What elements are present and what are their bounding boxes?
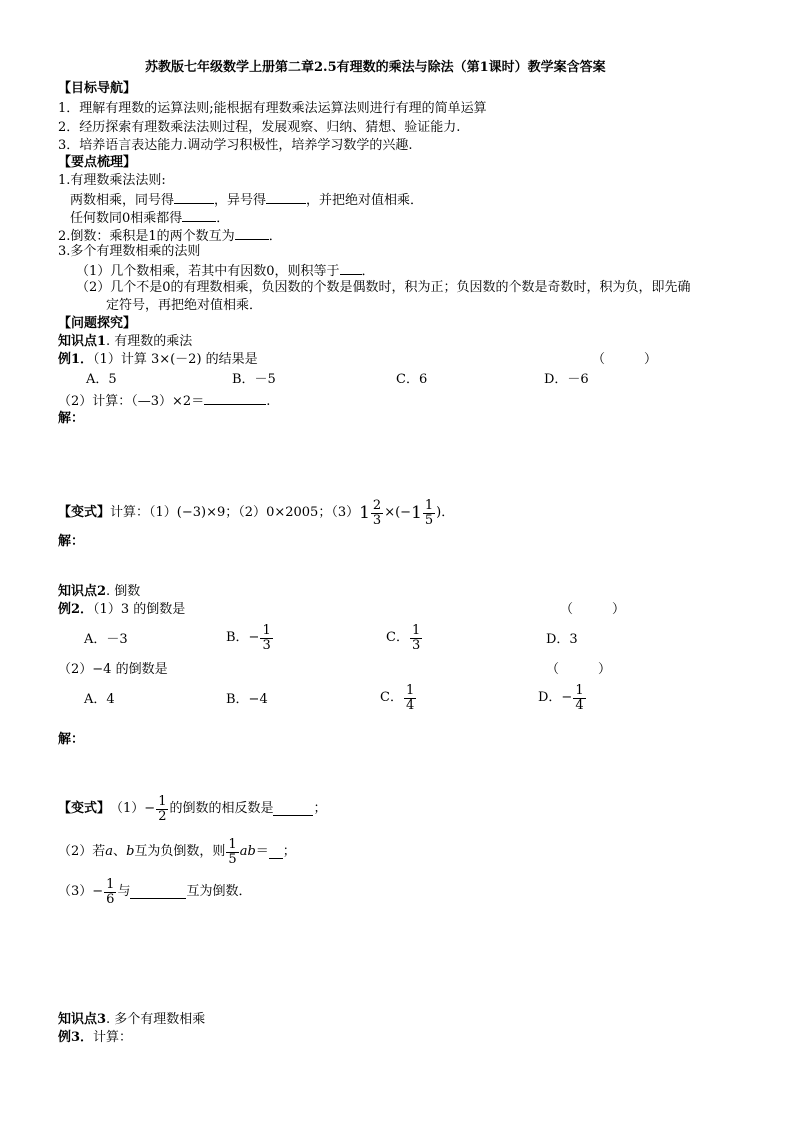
rule-text-zero: 任何数同0相乘都得 <box>70 211 183 226</box>
ex2-q1-text: （1）3 的倒数是 <box>93 602 186 617</box>
var1-mixed-2-whole: 1 <box>411 502 422 523</box>
blank-var2-2[interactable] <box>269 846 283 859</box>
multi-rule-1-text: （1）几个数相乘，若其中有因数0，则积等于 <box>76 264 340 279</box>
var1-mixed-1-whole: 1 <box>359 502 370 523</box>
ex2-q1-b-prefix: B．− <box>226 630 260 646</box>
kp1-text: . 有理数的乘法 <box>106 334 193 349</box>
ex2-q1-c-num: 1 <box>411 622 421 638</box>
blank-ex1-q2[interactable] <box>204 392 266 405</box>
section-header-inquiry: 【问题探究】 <box>58 316 137 331</box>
example-1-q1 <box>58 352 258 368</box>
ex1-choice-a[interactable]: A．5 <box>86 372 117 387</box>
ex2-q2-choice-a[interactable]: A．4 <box>84 692 115 707</box>
rule-text-abs: ，并把绝对值相乘． <box>306 193 424 208</box>
var1-end: ． <box>441 505 455 521</box>
reciprocal-text: 2.倒数：乘积是1的两个数互为 <box>58 229 235 244</box>
ex2-q1-b-num: 1 <box>262 622 271 638</box>
ex2-q1-choice-a[interactable]: A．－3 <box>84 632 128 647</box>
var2-l2-prefix: （2）若 <box>58 844 106 860</box>
var1-mixed-2-num: 1 <box>424 497 434 513</box>
var2-l2-text: 互为负倒数，则 <box>134 844 226 860</box>
var1-expr-2: 0×2005 <box>266 505 319 521</box>
ex2-q2-answer-paren[interactable]: （ ） <box>546 662 612 677</box>
blank-same-sign[interactable] <box>174 191 214 204</box>
reciprocal-definition <box>58 227 282 245</box>
var2-l3-num: 1 <box>106 876 115 892</box>
variation-2-line-2 <box>58 834 296 870</box>
blank-zero-product[interactable] <box>182 209 216 222</box>
ex2-q1-choice-b[interactable] <box>226 620 274 656</box>
example-2-q1 <box>58 602 185 618</box>
goal-item-1: 1．理解有理数的运算法则;能根据有理数乘法运算法则进行有理的简单运算 <box>58 101 487 116</box>
blank-var2-1[interactable] <box>273 803 313 816</box>
var1-tag: 【变式】 <box>58 505 111 521</box>
multi-rule-2-line-2: 定符号，再把绝对值相乘． <box>106 298 263 313</box>
var2-l2-var-b: b <box>126 844 135 860</box>
multi-rule-2-line-1: （2）几个不是0的有理数相乘，负因数的个数是偶数时，积为正；负因数的个数是奇数时，积为负，即先确 <box>76 280 691 295</box>
variation-2-line-1 <box>58 791 327 827</box>
ex2-q1-b-den: 3 <box>262 637 271 653</box>
ex2-q2-c-num: 1 <box>405 682 415 698</box>
ex1-solution-label: 解： <box>58 411 85 426</box>
kp3-label: 知识点3 <box>58 1012 107 1027</box>
variation-2-line-3 <box>58 874 251 910</box>
section-header-key-points: 【要点梳理】 <box>58 155 137 170</box>
var2-l2-num: 1 <box>228 836 237 852</box>
section-header-goals: 【目标导航】 <box>58 81 137 96</box>
var1-lead: 计算：（1） <box>110 505 177 521</box>
example-1-q2 <box>58 392 270 410</box>
multi-rule-1-end: ． <box>361 264 375 279</box>
var2-l3-end: 互为倒数． <box>186 884 252 900</box>
knowledge-point-3 <box>58 1012 205 1028</box>
goal-item-2: 2．经历探索有理数乘法法则过程，发展观察、归纳、猜想、验证能力. <box>58 120 461 135</box>
blank-var2-3[interactable] <box>130 886 186 899</box>
rule-text-diff-sign: ，异号得 <box>214 193 267 208</box>
goal-item-3: 3．培养语言表达能力.调动学习积极性，培养学习数学的兴趣. <box>58 138 413 153</box>
var1-solution-label: 解： <box>58 534 85 549</box>
blank-zero-factor[interactable] <box>340 262 362 275</box>
multi-rule-1 <box>76 262 375 280</box>
var2-l2-var-a: a <box>105 844 114 860</box>
var2-tag: 【变式】 <box>58 801 111 817</box>
rule-text-same-sign: 两数相乘，同号得 <box>70 193 175 208</box>
ex2-label: 例2． <box>58 602 94 617</box>
ex3-label: 例3． <box>58 1030 94 1045</box>
var2-l1-prefix: （1）− <box>110 801 156 817</box>
ex2-q2-d-num: 1 <box>575 682 584 698</box>
ex1-q2-text: （2）计算：（—3）×2＝ <box>58 394 205 409</box>
var2-l2-eq: ＝ <box>255 844 269 860</box>
ex2-q1-c-den: 3 <box>411 637 421 653</box>
var1-mixed-1-den: 3 <box>372 512 382 528</box>
var1-sep-2: ；（3） <box>318 505 360 521</box>
page-title: 苏教版七年级数学上册第二章2.5有理数的乘法与除法（第1课时）教学案含答案 <box>145 60 606 75</box>
kp1-label: 知识点1 <box>58 334 107 349</box>
ex2-q1-answer-paren[interactable]: （ ） <box>560 602 626 617</box>
ex2-q2-d-prefix: D．− <box>538 690 573 706</box>
multiplication-rule-line-2 <box>70 209 229 227</box>
var1-mixed-2-den: 5 <box>424 512 434 528</box>
var2-l2-end: ； <box>282 844 296 860</box>
var2-l1-num: 1 <box>158 793 167 809</box>
blank-diff-sign[interactable] <box>266 191 306 204</box>
variation-1 <box>58 496 454 530</box>
var1-mixed-1-num: 2 <box>372 497 382 513</box>
ex1-choice-c[interactable]: C．6 <box>396 372 428 387</box>
var2-l1-den: 2 <box>158 808 167 824</box>
ex1-q1-text: （1）计算 3×(－2) 的结果是 <box>93 352 258 367</box>
var1-mixed-2 <box>411 499 436 527</box>
ex1-choice-d[interactable]: D．－6 <box>544 372 589 387</box>
ex1-q2-end: . <box>266 394 271 409</box>
ex2-q2-c-den: 4 <box>405 697 415 713</box>
ex1-answer-paren[interactable]: （ ） <box>592 352 658 367</box>
var1-mixed-1 <box>359 499 384 527</box>
multiplication-rule-line-1 <box>70 191 423 209</box>
var2-l3-den: 6 <box>106 891 115 907</box>
kp2-text: . 倒数 <box>106 584 141 599</box>
ex3-text: 计算： <box>93 1030 133 1045</box>
var2-l2-ab: ab <box>239 844 256 860</box>
ex2-q1-c-prefix: C． <box>386 630 409 646</box>
var1-expr-1: (−3)×9 <box>176 505 226 521</box>
ex2-q2-choice-d[interactable] <box>538 680 587 716</box>
var1-times: ×(− <box>384 505 412 521</box>
ex2-q2-d-den: 4 <box>575 697 584 713</box>
example-2-q2: （2）−4 的倒数是 <box>58 662 168 677</box>
blank-reciprocal[interactable] <box>235 227 269 240</box>
ex2-q2-c-prefix: C． <box>380 690 403 706</box>
var2-l1-text: 的倒数的相反数是 <box>169 801 274 817</box>
var2-l1-end: ； <box>313 801 327 817</box>
ex1-choice-b[interactable]: B．－5 <box>232 372 276 387</box>
ex2-q1-choice-d[interactable]: D．3 <box>546 632 578 647</box>
example-3 <box>58 1030 132 1046</box>
multiplication-rule-title: 1.有理数乘法法则: <box>58 173 166 188</box>
var2-l3-prefix: （3）− <box>58 884 104 900</box>
ex2-q2-choice-b[interactable]: B．−4 <box>226 692 268 707</box>
ex2-q2-choice-c[interactable] <box>380 680 417 716</box>
knowledge-point-1 <box>58 334 192 350</box>
ex2-q1-choice-c[interactable] <box>386 620 423 656</box>
reciprocal-end: ． <box>268 229 282 244</box>
var2-l3-with: 与 <box>117 884 131 900</box>
var1-close: ) <box>436 505 442 521</box>
var1-sep-1: ；（2） <box>225 505 267 521</box>
var2-l2-sep: 、 <box>113 844 127 860</box>
ex2-solution-label: 解： <box>58 732 85 747</box>
kp2-label: 知识点2 <box>58 584 107 599</box>
knowledge-point-2 <box>58 584 140 600</box>
multi-rule-title: 3.多个有理数相乘的法则 <box>58 244 201 259</box>
ex1-label: 例1． <box>58 352 94 367</box>
var2-l2-den: 5 <box>228 851 237 867</box>
kp3-text: . 多个有理数相乘 <box>106 1012 206 1027</box>
rule-text-zero-end: ． <box>216 211 230 226</box>
